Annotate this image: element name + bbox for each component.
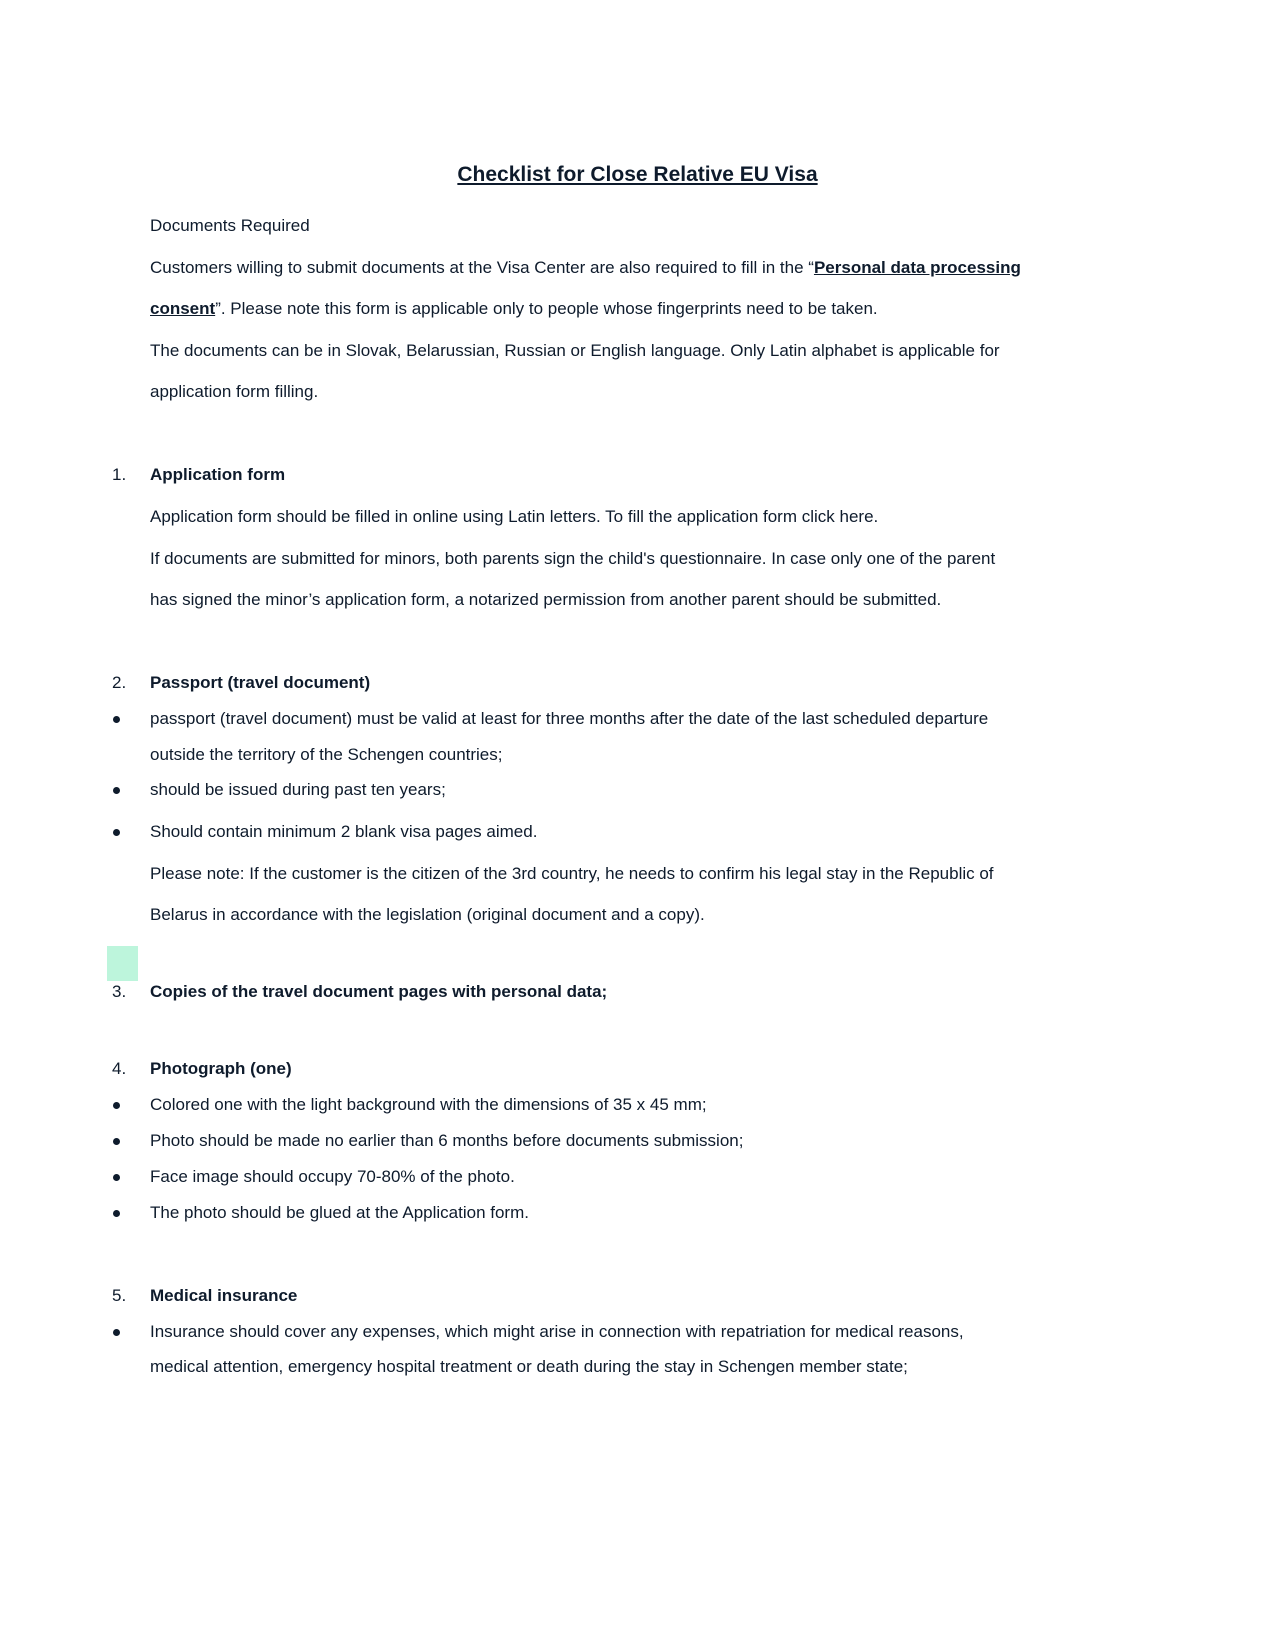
section-number: 3. (112, 982, 127, 1001)
intro-paragraph-line (150, 257, 1021, 279)
section-title: Medical insurance (150, 1286, 298, 1305)
list-item: Should contain minimum 2 blank visa pages aimed. (150, 822, 538, 841)
list-item: Colored one with the light background with the dimensions of 35 x 45 mm; (150, 1095, 707, 1114)
section-title: Passport (travel document) (150, 673, 371, 692)
list-item: Face image should occupy 70-80% of the photo. (150, 1167, 515, 1186)
language-paragraph-line: The documents can be in Slovak, Belarussian, Russian or English language. Only Latin alphabet is applicable for (150, 341, 1000, 360)
text: Customers willing to submit documents at the Visa Center are also required to fill in the “ (150, 258, 814, 277)
list-item-continued: outside the territory of the Schengen countries; (150, 745, 503, 764)
personal-data-consent-link[interactable]: consent (150, 299, 216, 318)
list-item: Insurance should cover any expenses, which might arise in connection with repatriation for medical reasons, (150, 1322, 964, 1341)
bullet-icon (113, 716, 120, 723)
list-item-continued: medical attention, emergency hospital treatment or death during the stay in Schengen member state; (150, 1357, 908, 1376)
list-item: The photo should be glued at the Application form. (150, 1203, 529, 1222)
section-number: 5. (112, 1286, 127, 1305)
section-title: Application form (150, 465, 286, 484)
list-item: Photo should be made no earlier than 6 months before documents submission; (150, 1131, 744, 1150)
page-title: Checklist for Close Relative EU Visa (457, 163, 818, 186)
language-paragraph-line: application form filling. (150, 382, 319, 401)
personal-data-consent-link[interactable]: Personal data processing (813, 258, 1021, 277)
bullet-icon (113, 1174, 120, 1181)
documents-required-heading: Documents Required (150, 216, 310, 235)
note-line: Please note: If the customer is the citizen of the 3rd country, he needs to confirm his legal stay in the Republic of (150, 864, 994, 883)
intro-paragraph-line (150, 298, 878, 320)
paragraph-line: Application form should be filled in online using Latin letters. To fill the application form click here. (150, 507, 879, 526)
bullet-icon (113, 1210, 120, 1217)
bullet-icon (113, 1329, 120, 1336)
paragraph-line: If documents are submitted for minors, both parents sign the child's questionnaire. In case only one of the parent (150, 549, 996, 568)
section-title: Copies of the travel document pages with personal data; (150, 982, 608, 1001)
paragraph-line: has signed the minor’s application form, a notarized permission from another parent should be submitted. (150, 590, 942, 609)
section-number: 2. (112, 673, 127, 692)
list-item: passport (travel document) must be valid at least for three months after the date of the last scheduled departure (150, 709, 989, 728)
text: ”. Please note this form is applicable only to people whose fingerprints need to be taken. (215, 299, 878, 318)
highlight-mark (107, 946, 138, 981)
bullet-icon (113, 1102, 120, 1109)
section-number: 1. (112, 465, 127, 484)
bullet-icon (113, 829, 120, 836)
section-title: Photograph (one) (150, 1059, 292, 1078)
bullet-icon (113, 1138, 120, 1145)
list-item: should be issued during past ten years; (150, 780, 446, 799)
bullet-icon (113, 787, 120, 794)
note-line: Belarus in accordance with the legislation (original document and a copy). (150, 905, 705, 924)
section-number: 4. (112, 1059, 127, 1078)
